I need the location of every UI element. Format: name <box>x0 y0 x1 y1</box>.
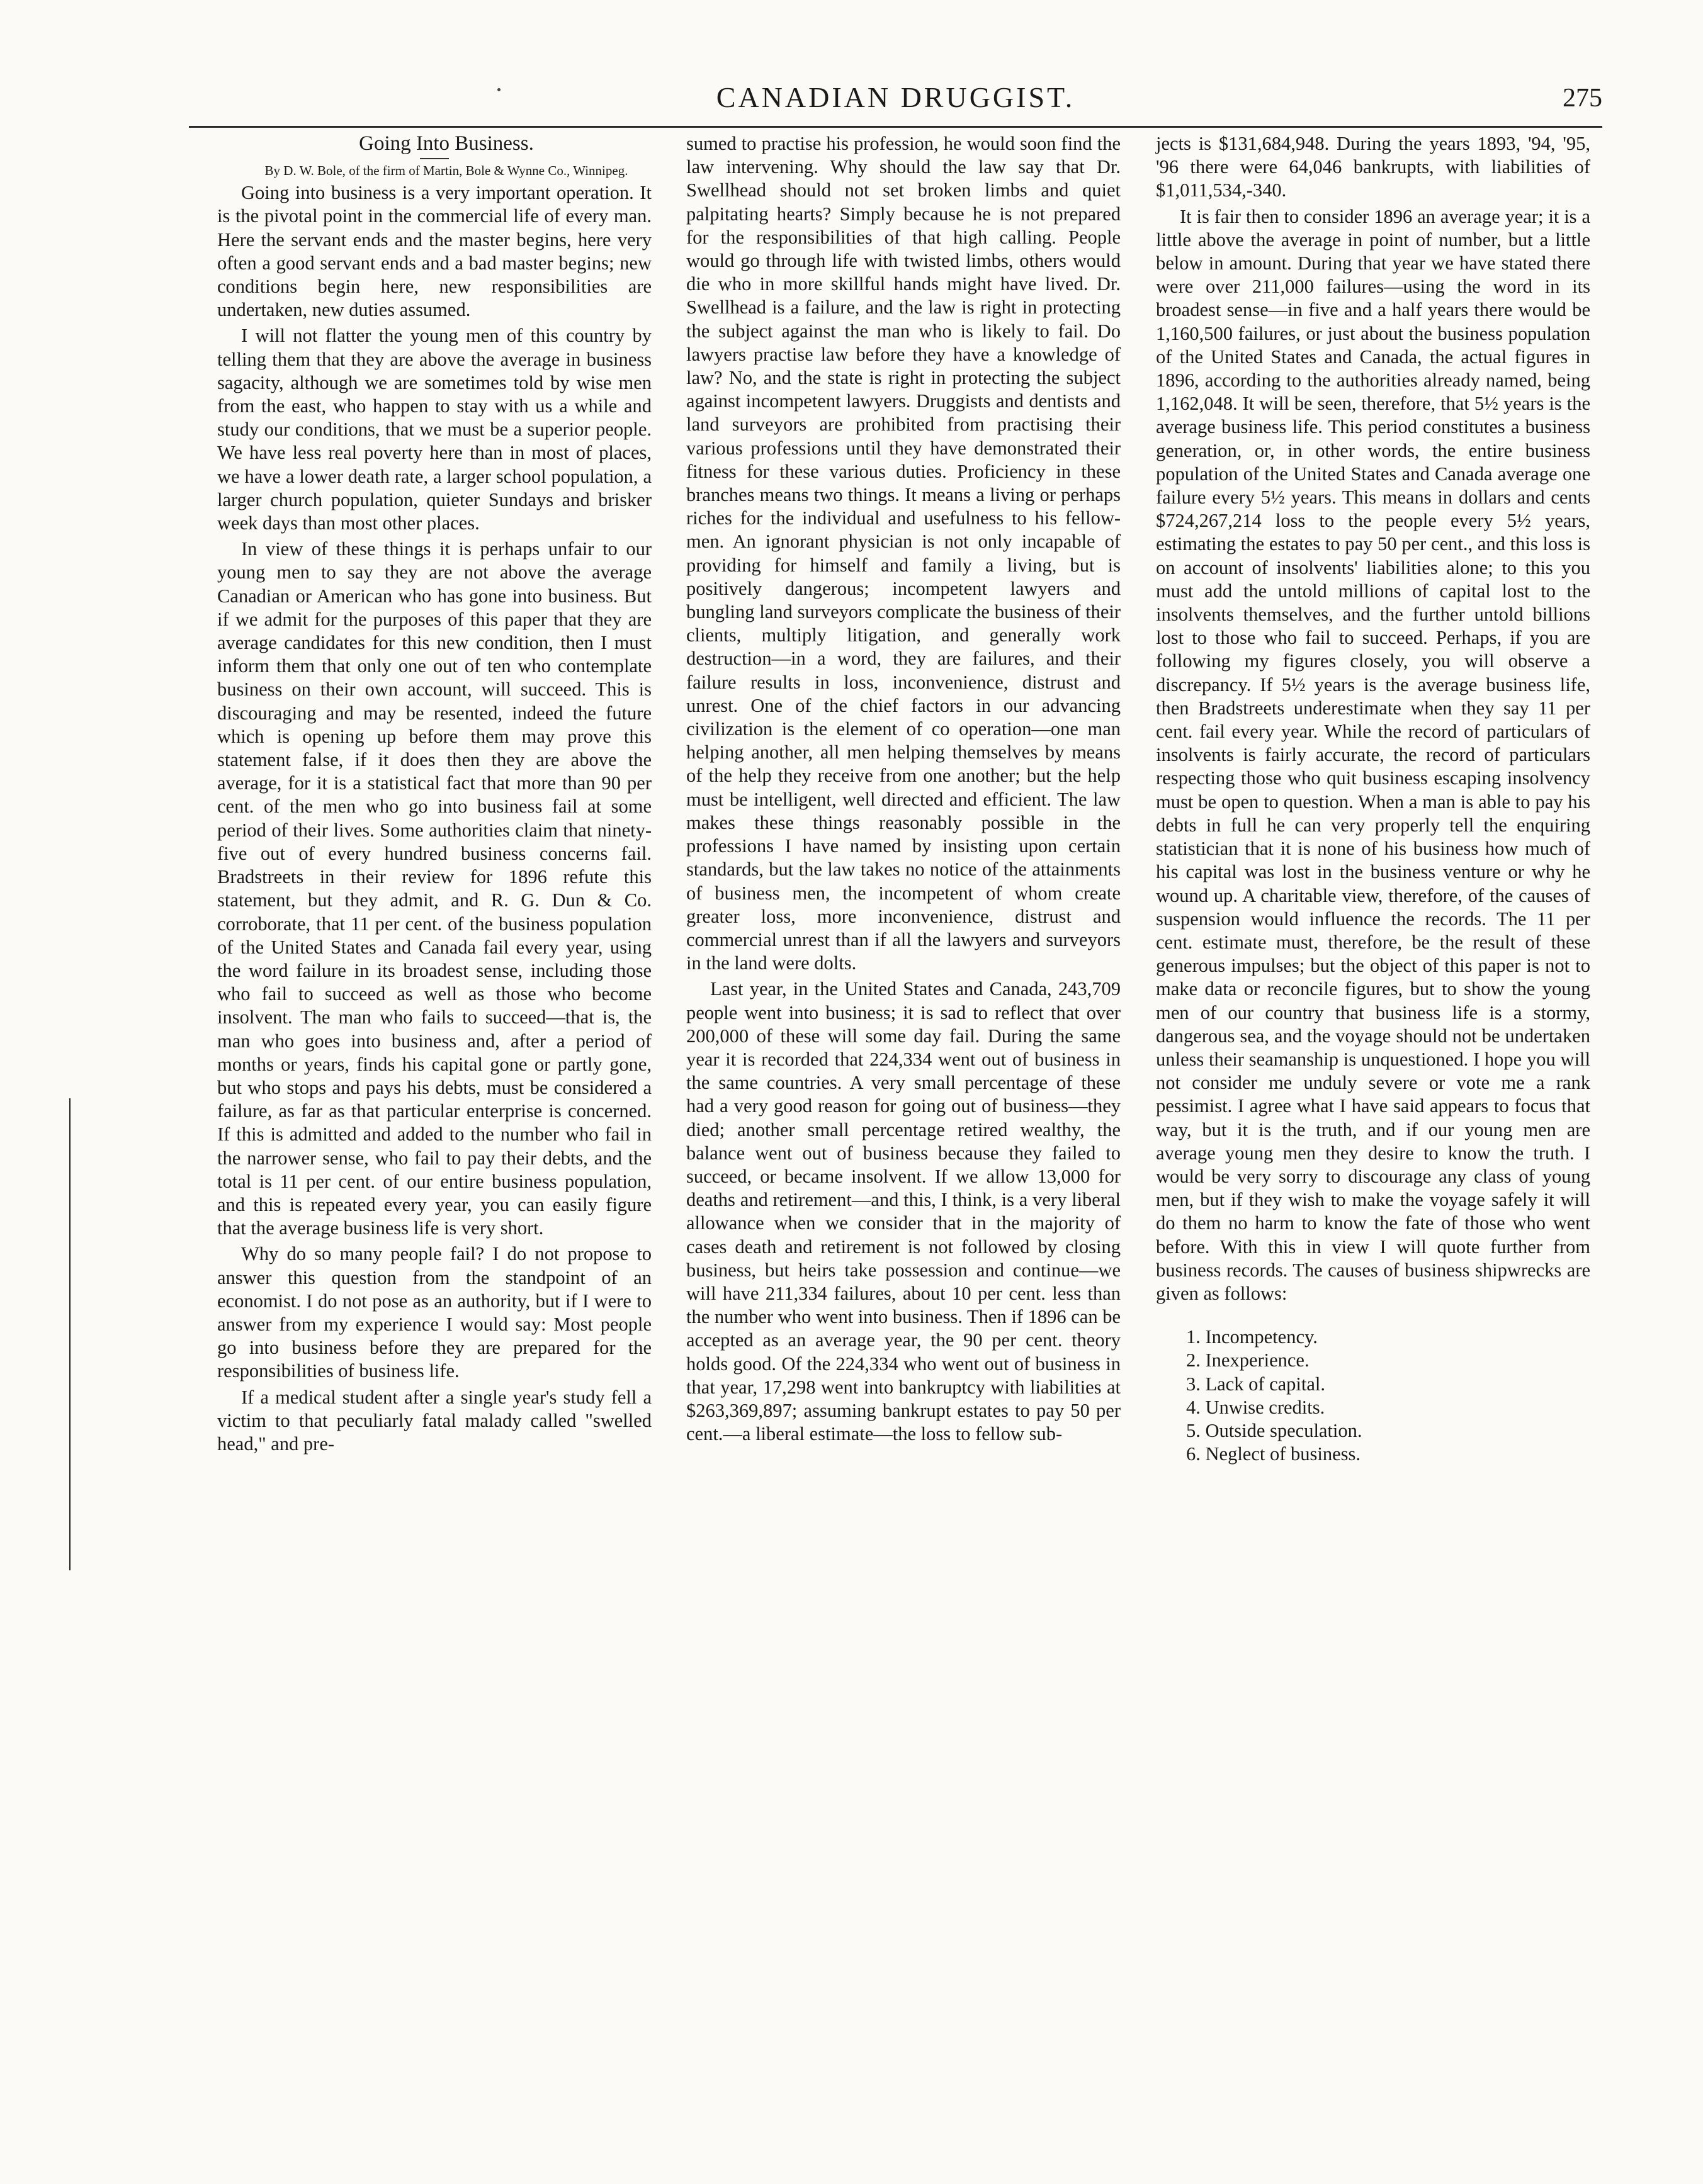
paragraph: Why do so many people fail? I do not propose to answer this question from the standpoint of an economist. I do not pose as an authority, but if I were to answer from my experience I would say: Most people go into business before they are prepared for the responsibilities of business life. <box>217 1243 652 1382</box>
margin-mark <box>69 1098 71 1570</box>
paragraph: I will not flatter the young men of this country by telling them that they are above the average in business sagacity, although we are sometimes told by wise men from the east, who happen to stay with us a while and study our conditions, that we must be a superior people. We have less real poverty here than in most of places, we have a lower death rate, a larger school population, a larger church population, quieter Sundays and brisker week days than most other places. <box>217 325 652 534</box>
header-rule <box>189 126 1602 128</box>
list-item: 2. Inexperience. <box>1186 1349 1310 1371</box>
causes-list <box>1186 1326 1590 1466</box>
list-item: 1. Incompetency. <box>1186 1326 1318 1348</box>
list-item: 6. Neglect of business. <box>1186 1443 1361 1465</box>
article-title: Going Into Business. <box>359 132 534 155</box>
paragraph: jects is $131,684,948. During the years 1893, '94, '95, '96 there were 64,046 bankrupts, with liabilities of $1,011,534,-340. <box>1156 133 1590 201</box>
running-head: CANADIAN DRUGGIST. <box>716 81 1075 113</box>
stray-mark <box>497 88 501 91</box>
list-item: 4. Unwise credits. <box>1186 1396 1325 1418</box>
list-item: 5. Outside speculation. <box>1186 1419 1362 1441</box>
page-header <box>189 81 1602 125</box>
paragraph: Last year, in the United States and Canada, 243,709 people went into business; it is sad to reflect that over 200,000 of these will some day fail. During the same year it is recorded that 224,334 went out of business in the same countries. A very small percentage of these had a very good reason for going out of business—they died; another small percentage retired wealthy, the balance went out of business because they failed to succeed, or became insolvent. If we allow 13,000 for deaths and retirement—and this, I think, is a very liberal allowance when we consider that in the majority of cases death and retirement is not followed by closing business, but heirs take possession and continue—we will have 211,334 failures, about 10 per cent. less than the number who went into business. Then if 1896 can be accepted as an average year, the 90 per cent. theory holds good. Of the 224,334 who went out of business in that year, 17,298 went into bankruptcy with liabilities at $263,369,897; assuming bankrupt estates to pay 50 per cent.—a liberal estimate—the loss to fellow sub- <box>686 978 1121 1445</box>
column-3 <box>1156 132 1590 1466</box>
paragraph: sumed to practise his profession, he would soon find the law intervening. Why should the law say that Dr. Swellhead should not set broken limbs and quiet palpitating hearts? Simply because he is not prepared for the responsibilities of that high calling. People would go through life with twisted limbs, others would die who in more skillful hands might have lived. Dr. Swellhead is a failure, and the law is right in protecting the subject against the man who is likely to fail. Do lawyers practise law before they have a knowledge of law? No, and the state is right in protecting the subject against incompetent lawyers. Druggists and dentists and land surveyors are prohibited from practising their various professions until they have demonstrated their fitness for these various duties. Proficiency in these branches means two things. It means a living or perhaps riches for the individual and usefulness to his fellow-men. An ignorant physician is not only incapable of providing for himself and family a living, but is positively dangerous; incompetent lawyers and bungling land surveyors complicate the business of their clients, multiply litigation, and generally work destruction—in a word, they are failures, and their failure results in loss, inconvenience, distrust and unrest. One of the chief factors in our advancing civilization is the element of co operation—one man helping another, all men helping themselves by means of the help they receive from one another; but the help must be intelligent, well directed and efficient. The law makes these things reasonably possible in the professions I have named by insisting upon certain standards, but the law takes no notice of the attainments of business men, the incompetent of whom create greater loss, more inconvenience, distrust and commercial unrest than if all the lawyers and surveyors in the land were dolts. <box>686 133 1121 974</box>
paragraph: Going into business is a very important operation. It is the pivotal point in the commercial life of every man. Here the servant ends and the master begins, here very often a good servant ends and a bad master begins; new conditions begin here, new responsibilities are undertaken, new duties assumed. <box>217 182 652 321</box>
paragraph: It is fair then to consider 1896 an average year; it is a little above the average in point of number, but a little below in amount. During that year we have stated there were over 211,000 failures—using the word in its broadest sense—in five and a half years there would be 1,160,500 failures, or just about the business population of the United States and Canada, the actual figures in 1896, according to the authorities already named, being 1,162,048. It will be seen, therefore, that 5½ years is the average business life. This period constitutes a business generation, or, in other words, the entire business population of the United States and Canada average one failure every 5½ years. This means in dollars and cents $724,267,214 loss to the people every 5½ years, estimating the estates to pay 50 per cent., and this loss is on account of insolvents' liabilities alone; to this you must add the untold millions of capital lost to the insolvents themselves, and the further untold billions lost to those who fail to succeed. Perhaps, if you are following my figures closely, you will observe a discrepancy. If 5½ years is the average business life, then Bradstreets underestimate when they say 11 per cent. fail every year. While the record of particulars of insolvents is fairly accurate, the record of particulars respecting those who quit business escaping insolvency must be open to question. When a man is able to pay his debts in full he can very properly tell the enquiring statistician that it is none of his business how much of his capital was lost in the business venture or why he wound up. A charitable view, therefore, of the causes of suspension would influence the records. The 11 per cent. estimate must, therefore, be the result of these generous impulses; but the object of this paper is not to make data or reconcile figures, but to show the young men of our country that business life is a stormy, dangerous sea, and the voyage should not be undertaken unless their seamanship is unquestioned. I hope you will not consider me unduly severe or vote me a rank pessimist. I agree what I have said appears to focus that way, but it is the truth, and if our young men are average young men they desire to know the truth. I would be very sorry to discourage any class of young men, but if they wish to make the voyage safely it will do them no harm to know the fate of those who went before. With this in view I will quote further from business records. The causes of business shipwrecks are given as follows: <box>1156 205 1590 1304</box>
page-number: 275 <box>1563 84 1602 113</box>
list-item: 3. Lack of capital. <box>1186 1373 1326 1395</box>
column-2 <box>686 132 1121 1446</box>
column-1 <box>217 132 652 1456</box>
paragraph: In view of these things it is perhaps unfair to our young men to say they are not above the average Canadian or American who has gone into business. But if we admit for the purposes of this paper that they are average candidates for this new condition, then I must inform them that only one out of ten who contemplate business on their own account, will succeed. This is discouraging and may be resented, indeed the future which is opening up before them may prove this statement false, if it does then they are above the average, for it is a statistical fact that more than 90 per cent. of the men who go into business fail at some period of their lives. Some authorities claim that ninety-five out of every hundred business concerns fail. Bradstreets in their review for 1896 refute this statement, but they admit, and R. G. Dun & Co. corroborate, that 11 per cent. of the business population of the United States and Canada fail every year, using the word failure in its broadest sense, including those who fail to succeed as well as those who become insolvent. The man who fails to succeed—that is, the man who goes into business and, after a period of months or years, finds his capital gone or partly gone, but who stops and pays his debts, must be considered a failure, as far as that particular enterprise is concerned. If this is admitted and added to the number who fail in the narrower sense, who fail to pay their debts, and the total is 11 per cent. of our entire business population, and this is repeated every year, you can easily figure that the average business life is very short. <box>217 538 652 1239</box>
title-rule <box>420 158 449 159</box>
article-byline: By D. W. Bole, of the firm of Martin, Bole & Wynne Co., Winnipeg. <box>264 163 628 179</box>
paragraph: If a medical student after a single year's study fell a victim to that peculiarly fatal malady called "swelled head," and pre- <box>217 1386 652 1455</box>
